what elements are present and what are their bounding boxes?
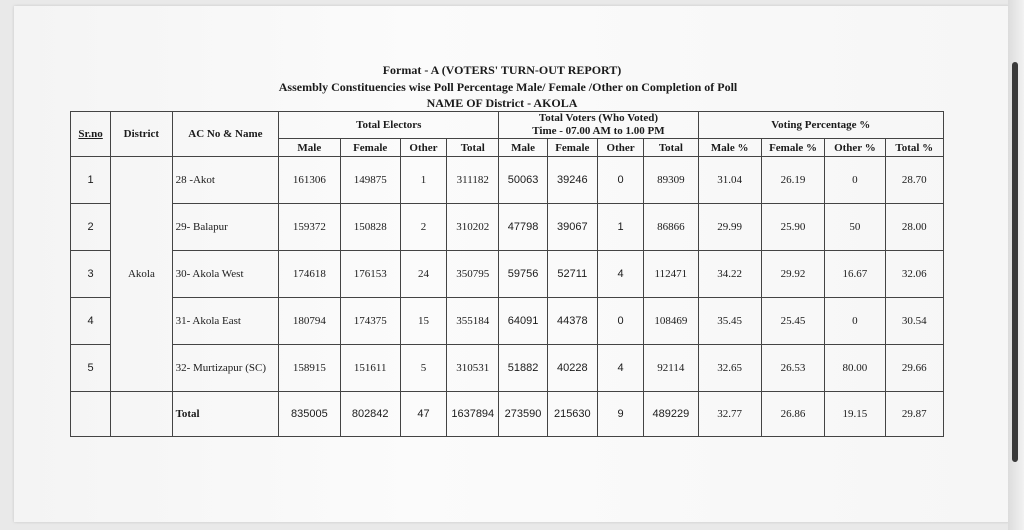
cell-p-other: 50 (825, 204, 885, 251)
cell-el-male: 159372 (279, 204, 340, 251)
table-row (71, 157, 944, 204)
sub-el-total: Total (447, 139, 499, 157)
cell-el-total: 355184 (447, 298, 499, 345)
sub-v-other: Other (597, 139, 643, 157)
cell-p-male: 34.22 (698, 251, 761, 298)
table-row (71, 251, 944, 298)
cell-p-total: 32.06 (885, 251, 943, 298)
table-row (71, 345, 944, 392)
sub-el-other: Other (400, 139, 446, 157)
cell-el-female: 174375 (340, 298, 400, 345)
cell-sr: 2 (71, 204, 111, 251)
total-el-other: 47 (400, 392, 446, 437)
header-row-1 (71, 112, 944, 139)
cell-p-female: 25.90 (761, 204, 824, 251)
cell-p-other: 0 (825, 157, 885, 204)
cell-el-male: 180794 (279, 298, 340, 345)
cell-el-other: 5 (400, 345, 446, 392)
cell-v-male: 47798 (499, 204, 547, 251)
sub-p-other: Other % (825, 139, 885, 157)
cell-el-female: 176153 (340, 251, 400, 298)
sub-p-female: Female % (761, 139, 824, 157)
sub-v-female: Female (547, 139, 597, 157)
cell-v-female: 40228 (547, 345, 597, 392)
cell-p-female: 26.53 (761, 345, 824, 392)
cell-p-total: 28.70 (885, 157, 943, 204)
cell-el-total: 310202 (447, 204, 499, 251)
total-el-female: 802842 (340, 392, 400, 437)
total-el-male: 835005 (279, 392, 340, 437)
cell-v-other: 0 (597, 157, 643, 204)
cell-v-female: 39067 (547, 204, 597, 251)
cell-v-other: 1 (597, 204, 643, 251)
cell-p-female: 25.45 (761, 298, 824, 345)
cell-el-female: 151611 (340, 345, 400, 392)
cell-el-female: 150828 (340, 204, 400, 251)
cell-p-male: 35.45 (698, 298, 761, 345)
cell-el-other: 15 (400, 298, 446, 345)
cell-district-empty (111, 392, 172, 437)
cell-ac: 29- Balapur (172, 204, 279, 251)
cell-v-total: 86866 (644, 204, 698, 251)
cell-ac: 30- Akola West (172, 251, 279, 298)
cell-p-male: 31.04 (698, 157, 761, 204)
total-p-other: 19.15 (825, 392, 885, 437)
cell-sr: 1 (71, 157, 111, 204)
total-v-other: 9 (597, 392, 643, 437)
cell-ac: 28 -Akot (172, 157, 279, 204)
cell-v-total: 89309 (644, 157, 698, 204)
sub-el-female: Female (340, 139, 400, 157)
cell-p-other: 80.00 (825, 345, 885, 392)
sub-p-male: Male % (698, 139, 761, 157)
cell-el-total: 311182 (447, 157, 499, 204)
cell-p-total: 28.00 (885, 204, 943, 251)
cell-sr-empty (71, 392, 111, 437)
total-p-total: 29.87 (885, 392, 943, 437)
total-v-male: 273590 (499, 392, 547, 437)
col-srno: Sr.no (71, 112, 111, 157)
cell-el-male: 174618 (279, 251, 340, 298)
district-title: NAME OF District - AKOLA (426, 96, 578, 110)
cell-sr: 3 (71, 251, 111, 298)
sub-el-male: Male (279, 139, 340, 157)
cell-el-male: 158915 (279, 345, 340, 392)
cell-v-other: 0 (597, 298, 643, 345)
cell-v-total: 108469 (644, 298, 698, 345)
voted-line2: Time - 07.00 AM to 1.00 PM (532, 125, 665, 137)
cell-el-female: 149875 (340, 157, 400, 204)
col-ac: AC No & Name (172, 112, 279, 157)
table-row (71, 204, 944, 251)
turnout-table (70, 111, 944, 437)
total-v-female: 215630 (547, 392, 597, 437)
col-total-electors: Total Electors (279, 112, 499, 139)
cell-v-total: 112471 (644, 251, 698, 298)
cell-sr: 5 (71, 345, 111, 392)
sub-p-total: Total % (885, 139, 943, 157)
table-row (71, 298, 944, 345)
cell-v-male: 64091 (499, 298, 547, 345)
cell-v-female: 52711 (547, 251, 597, 298)
cell-el-total: 310531 (447, 345, 499, 392)
cell-p-male: 29.99 (698, 204, 761, 251)
total-p-female: 26.86 (761, 392, 824, 437)
cell-ac: 31- Akola East (172, 298, 279, 345)
cell-p-male: 32.65 (698, 345, 761, 392)
cell-v-male: 50063 (499, 157, 547, 204)
cell-p-female: 26.19 (761, 157, 824, 204)
col-total-voted (499, 112, 698, 139)
cell-el-total: 350795 (447, 251, 499, 298)
total-label: Total (172, 392, 279, 437)
total-el-total: 1637894 (447, 392, 499, 437)
cell-sr: 4 (71, 298, 111, 345)
cell-v-male: 51882 (499, 345, 547, 392)
cell-v-other: 4 (597, 345, 643, 392)
voted-line1: Total Voters (Who Voted) (538, 112, 658, 124)
report-title: Format - A (VOTERS' TURN-OUT REPORT) (382, 63, 622, 77)
total-p-male: 32.77 (698, 392, 761, 437)
cell-p-total: 30.54 (885, 298, 943, 345)
cell-ac: 32- Murtizapur (SC) (172, 345, 279, 392)
sub-v-total: Total (644, 139, 698, 157)
report-subtitle: Assembly Constituencies wise Poll Percentage Male/ Female /Other on Completion of Poll (278, 80, 738, 94)
cell-el-other: 24 (400, 251, 446, 298)
cell-district: Akola (111, 157, 172, 392)
sub-v-male: Male (499, 139, 547, 157)
total-row (71, 392, 944, 437)
cell-p-other: 16.67 (825, 251, 885, 298)
cell-p-other: 0 (825, 298, 885, 345)
col-voting-pct: Voting Percentage % (698, 112, 944, 139)
col-district: District (111, 112, 172, 157)
total-v-total: 489229 (644, 392, 698, 437)
cell-el-other: 1 (400, 157, 446, 204)
scrollbar[interactable] (1012, 62, 1018, 462)
cell-v-male: 59756 (499, 251, 547, 298)
cell-v-female: 44378 (547, 298, 597, 345)
cell-v-total: 92114 (644, 345, 698, 392)
cell-el-other: 2 (400, 204, 446, 251)
cell-p-female: 29.92 (761, 251, 824, 298)
cell-el-male: 161306 (279, 157, 340, 204)
cell-v-female: 39246 (547, 157, 597, 204)
cell-v-other: 4 (597, 251, 643, 298)
cell-p-total: 29.66 (885, 345, 943, 392)
